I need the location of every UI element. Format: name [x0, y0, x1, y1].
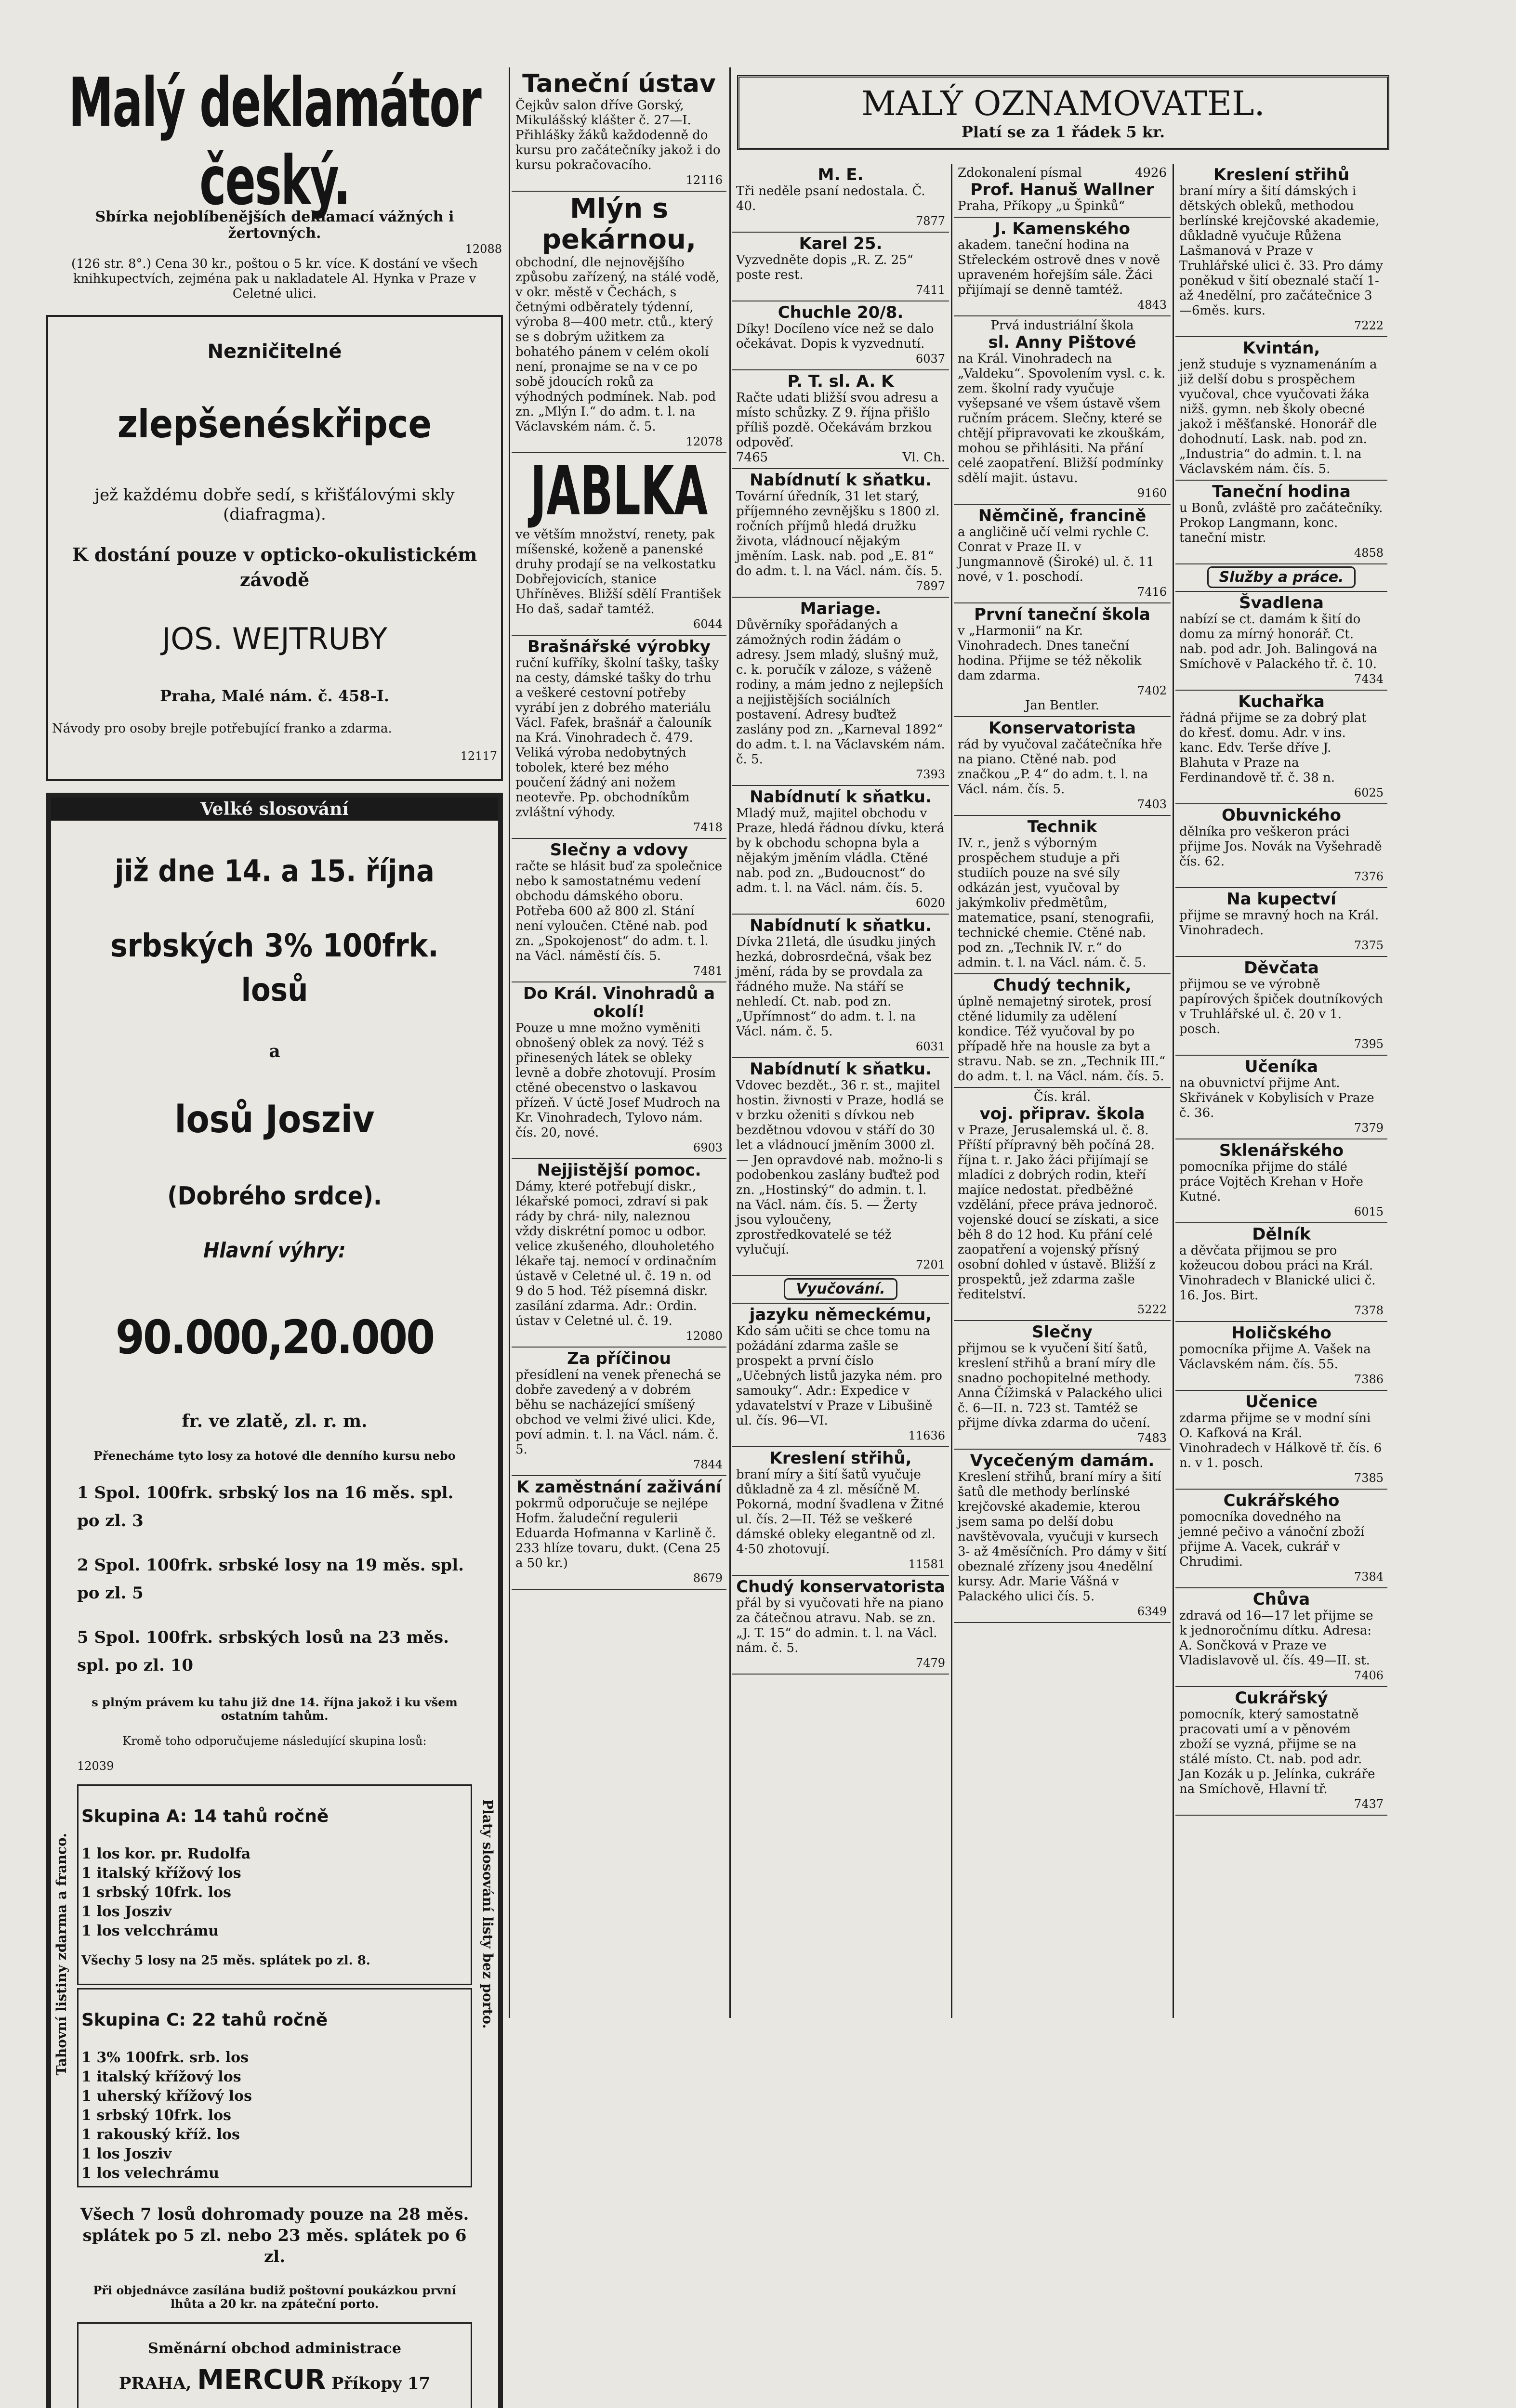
ucenika-num: 7379: [1354, 1121, 1384, 1135]
pt-head: P. T. sl. A. K: [787, 372, 894, 391]
chudy-technik-head: Chudý technik,: [993, 976, 1132, 995]
nemcine-text: a angličině učí velmi rychle C. Conrat v Praze II. v Jungmannově (Široké) ul. č. 11 nové, v 1. poschodí.: [958, 525, 1154, 584]
kamenskeho-text: akadem. taneční hodina na Střeleckém ostrově dnes v nově upraveném hořejším sále. Žáci přijímají se denně tamtéž.: [958, 238, 1160, 297]
snatek4-head: Nabídnutí k sňatku.: [750, 1060, 932, 1079]
tanecni-head: Taneční ústav: [522, 69, 716, 98]
tanecni5-num: 4858: [1354, 546, 1384, 560]
maly-oznamovatel-banner: [737, 75, 1389, 150]
ucenice-num: 7385: [1354, 1471, 1384, 1485]
voj-head: voj. připrav. škola: [979, 1104, 1145, 1124]
loteria-losu: losů Josziv: [174, 1098, 375, 1141]
snatek3-head: Nabídnutí k sňatku.: [750, 916, 932, 935]
slecny4-head: Slečny: [1032, 1322, 1093, 1342]
holic-head: Holičského: [1231, 1323, 1331, 1343]
skupina-c-item: 1 los Josziv: [81, 2146, 172, 2162]
skupina-a-item: 1 los kor. pr. Rudolfa: [81, 1845, 251, 1862]
loteria-row1: 1 Spol. 100frk. srbský los na 16 měs. spl. po zl. 3: [77, 1483, 454, 1531]
column-4: [954, 164, 1171, 2018]
skripce-l1: Nezničitelné: [207, 340, 342, 363]
column-3: [732, 164, 949, 2018]
vyceneny-text: Kreslení střihů, braní míry a šití šatů dle methody berlínské krejčovské akademie, kterou jsem sama po delší dobu navštěvovala, vyučuji v kursech 3- až 4měsíčních. Pro dámy v šití obeznalé zřízeny jsou 4nedělní kursy. Adr. Marie Vášná v Palackého ulici čís. 5.: [958, 1470, 1167, 1604]
wallner-head: Prof. Hanuš Wallner: [970, 180, 1154, 199]
pt-sign: Vl. Ch.: [902, 450, 945, 465]
technik-head: Technik: [1027, 817, 1097, 837]
tanecni5-head: Taneční hodina: [1212, 482, 1351, 501]
kupectvi-num: 7375: [1354, 939, 1384, 952]
chuchle-text: Díky! Docíleno více než se dalo očekávat. Dopis k vyzvednutí.: [736, 322, 934, 351]
harmonie-sign: Jan Bentler.: [1025, 698, 1100, 713]
skripce-l5: JOS. WEJTRUBY: [162, 621, 387, 656]
brasnarske-head: Brašnářské výrobky: [527, 637, 711, 656]
pricina-text: přesídlení na venek přenechá se dobře zavedený a v dobrém běhu se nacházející smíšený obchod ve velmi živé ulici. Kde, poví admin. t. l. na Václ. nám. č. 5.: [515, 1368, 721, 1457]
snatek2-head: Nabídnutí k sňatku.: [750, 787, 932, 807]
chuva-head: Chůva: [1252, 1590, 1310, 1609]
pricina-num: 7844: [693, 1458, 723, 1471]
chudy-konserv-num: 7479: [915, 1656, 945, 1670]
cukrar-num: 7384: [1354, 1570, 1384, 1584]
cis-kral: Čís. král.: [1033, 1090, 1091, 1104]
snatek4-num: 7201: [915, 1258, 945, 1271]
vinohrady-num: 6903: [693, 1141, 723, 1154]
zdokonaleni-num: 4926: [1134, 166, 1167, 180]
ucenika-text: na obuvnictví přijme Ant. Skřivánek v Kobylisích v Praze č. 36.: [1179, 1076, 1374, 1120]
column-5: [1175, 164, 1387, 2018]
devcata-text: přijmou se ve výrobně papírových špiček doutníkových v Truhlářské ul. č. 20 v 1. posch.: [1179, 977, 1384, 1036]
konserv-head: Konservatorista: [989, 719, 1136, 738]
chuchle-num: 6037: [915, 352, 945, 366]
obuvnicka-text: dělníka pro veškeron práci přijme Jos. Novák na Vyšehradě čís. 62.: [1179, 824, 1382, 869]
skupina-c-item: 1 3% 100frk. srb. los: [81, 2049, 249, 2066]
column-rule: [729, 67, 731, 2018]
deklamator-title: Malý deklamátor český.: [68, 63, 481, 221]
pistove-text: na Král. Vinohradech na „Valdeku“. Spovolením vysl. c. k. zem. školní rady vyučuje vyšepsané ve všem ústavě všem ručním prácem. Slečny, které se chtějí připravovati ke zkouškám, mohou se přihlásiti. Na přání celé zaopatření. Bližší podmínky sdělí majit. ústavu.: [958, 352, 1166, 485]
strihu-head: Kreslení střihů,: [769, 1449, 912, 1468]
pistove-num: 9160: [1137, 486, 1167, 500]
loteria-prenechavame: Přenecháme tyto losy za hotové dle denního kursu nebo: [93, 1449, 456, 1463]
ucenice-head: Učenice: [1245, 1392, 1318, 1412]
pt-text: Račte udati bližší svou adresu a místo schůzky. Z 9. října přišlo příliš pozdě. Očekávám brzkou odpověď.: [736, 391, 938, 450]
holic-text: pomocníka přijme A. Vašek na Václavském nám. čís. 55.: [1179, 1342, 1371, 1372]
kamenskeho-head: J. Kamenského: [994, 219, 1130, 238]
snatek2-num: 6020: [915, 896, 945, 910]
chuva-num: 7406: [1354, 1669, 1384, 1682]
zamestnani-num: 8679: [693, 1571, 723, 1585]
banner-sub: Platí se za 1 řádek 5 kr.: [961, 123, 1165, 141]
cukrarsky-num: 7437: [1354, 1797, 1384, 1811]
me-head: M. E.: [817, 165, 864, 184]
loteria-date: již dne 14. a 15. října: [115, 853, 435, 889]
konserv-num: 7403: [1137, 798, 1167, 811]
karel-num: 7411: [915, 283, 945, 297]
obuvnicka-num: 7376: [1354, 870, 1384, 883]
jablka-head: JABLKA: [530, 451, 708, 531]
cukrarsky-text: pomocník, který samostatně pracovati umí a v pěnovém zboží se vyzná, přijme se na stálé místo. Ct. nab. pod adr. Jan Kozák u p. Jelínka, cukráře na Smíchově, Hlavní tř.: [1179, 1707, 1375, 1796]
kupectvi-text: přijme se mravný hoch na Král. Vinohradech.: [1179, 908, 1379, 938]
holic-num: 7386: [1354, 1373, 1384, 1386]
loteria-srbskych: srbských 3% 100frk. losů: [110, 927, 439, 1008]
loteria-praha: PRAHA,: [119, 2374, 192, 2393]
skripce-l6: Praha, Malé nám. č. 458-I.: [160, 687, 389, 705]
harmonie-head: První taneční škola: [974, 605, 1150, 624]
loteria-hlavni: Hlavní výhry:: [203, 1238, 346, 1263]
newspaper-page: [43, 63, 1402, 2395]
skupina-a-list: [81, 1845, 468, 1941]
tanecni-num: 12116: [685, 173, 723, 187]
snatek1-text: Tovární úředník, 31 let starý, příjemného zevnějšku s 1800 zl. ročních příjmů hledá družku života, vládnoucí nějakým jměním. Lask. nab. pod „E. 81“ do adm. t. l. na Václ. nám. čís. 5.: [736, 489, 943, 578]
vinohrady-text: Pouze u mne možno vyměniti obnošený oblek za nový. Též s přinesených látek se obleky levně a dobře zhotovují. Prosím ctěné obecenstvo o laskavou přízeň. V úctě Josef Mudroch na Kr. Vinohradech, Tylovo nám. čís. 20, nové.: [515, 1021, 720, 1140]
jazyk-text: Kdo sám učiti se chce tomu na požádání zdarma zašle se prospekt a první číslo „Učebných listů jazyka ném. pro samouky“. Adr.: Expedice v ydavatelství v Praze v Libušině ul. čís. 96—VI.: [736, 1324, 942, 1428]
deklamator-num: 12088: [465, 242, 502, 256]
kupectvi-head: Na kupectví: [1226, 890, 1336, 909]
prvni-skola: Prvá industriální škola: [990, 318, 1134, 333]
delnik-num: 7378: [1354, 1304, 1384, 1317]
loteria-ad: [46, 793, 503, 2408]
skripce-l3: jež každému dobře sedí, s křišťálovými skly (diafragma).: [94, 485, 455, 524]
mlyn-num: 12078: [685, 435, 723, 448]
loteria-row2: 2 Spol. 100frk. srbské losy na 19 měs. spl. po zl. 5: [77, 1556, 464, 1603]
loteria-pri: Při objednávce zasílána budiž poštovní poukázkou první lhůta a 20 kr. na zpáteční porto.: [93, 2283, 456, 2311]
zamestnani-text: pokrmů odporučuje se nejlépe Hofm. žaludeční regulerii Eduarda Hofmanna v Karlině č. 233 hlíze tovaru, dukt. (Cena 25 a 50 kr.): [515, 1496, 721, 1570]
technik-text: IV. r., jenž s výborným prospěchem studuje a při studiích pouze na své síly odkázán jest, vyučoval by jakýmkoliv předmětům, matematice, psaní, stenografii, technické chemie. Ctěné nab. pod zn. „Technik IV. r.“ do admin. t. l. na Václ. nám. č. 5.: [958, 836, 1155, 970]
mlyn-text: obchodní, dle nejnovějšího způsobu zařízený, na stálé vodě, v okr. městě v Čechách, s četnými odběrately týdenní, výroba 8—400 metr. ctů., který se s dobrým užitkem za bohatého pánem v celém okolí není, pronajme se na v ce po sobě jdoucích roků za výhodných podmínek. Nab. pod zn. „Mlýn I.“ do adm. t. l. na Václavském nám. č. 5.: [515, 255, 720, 434]
nemcine-num: 7416: [1137, 585, 1167, 599]
vyceneny-head: Vycečeným damám.: [970, 1451, 1155, 1470]
me-num: 7877: [915, 214, 945, 228]
slecny-num: 7481: [693, 964, 723, 978]
loteria-plnym: s plným právem ku tahu již dne 14. října jakož i ku všem ostatním tahům.: [92, 1695, 458, 1723]
voj-text: v Praze, Jerusalemská ul. č. 8. Příští přípravný běh počíná 28. října t. r. Jako žáci přijímají se mladíci z dobrých rodin, kteří majíce nedostat. předběžné vzdělání, přece práva jednoroč. vojenské doucí se získati, a sice běh 8 do 12 hod. Ku přání celé zaopatření a vojenský přísný osobní dohled v ústavě. Bližší z prospektů, jež zdarma zašle ředitelství.: [958, 1123, 1159, 1302]
devcata-num: 7395: [1354, 1037, 1384, 1051]
konserv-text: rád by vyučoval začátečníka hře na piano. Ctěné nab. pod značkou „P. 4“ do adm. t. l. na Václ. nám. čís. 5.: [958, 737, 1162, 797]
strihu-num: 11581: [908, 1557, 945, 1571]
sklenar-num: 6015: [1354, 1205, 1384, 1218]
pomoc-num: 12080: [685, 1329, 723, 1343]
loteria-dobreho: (Dobrého srdce).: [167, 1182, 382, 1211]
delnik-head: Dělník: [1252, 1225, 1311, 1244]
kresleni5-text: braní míry a šití dámských i dětských obleků, methodou berlínské krejčovské akademie, důkladně vyučuje Růžena Lašmanová v Praze v Truhlářské ulici č. 33. Pro dámy poněkud v šití obeznalé stačí 1- až 4nedělní, pro začátečnice 3—6měs. kurs.: [1179, 184, 1383, 318]
ucenice-text: zdarma přijme se v modní síni O. Kafková na Král. Vinohradech v Hálkově tř. čís. 6 n. v 1. posch.: [1179, 1411, 1382, 1470]
pricina-head: Za příčinou: [567, 1349, 671, 1368]
chudy-technik-text: úplně nemajetný sirotek, prosí ctěné lidumily za udělení kondice. Též vyučoval by po případě hře na housle za byt a stravu. Nab. se zn. „Technik III.“ do adm. t. l. na Václ. nám. čís. 5.: [958, 995, 1166, 1084]
loteria-vsech7: Všech 7 losů dohromady pouze na 28 měs. splátek po 5 zl. nebo 23 měs. splátek po 6 zl.: [80, 2205, 469, 2266]
slecny-head: Slečny a vdovy: [550, 840, 688, 860]
loteria-a: a: [269, 1041, 280, 1061]
tanecni-text: Čejkův salon dříve Gorský, Mikulášský klášter č. 27—I. Přihlášky žáků každodenně do kursu pro začátečníky jakož i do kursu pokračovacího.: [515, 98, 721, 172]
slecny4-text: přijmou se k vyučení šití šatů, kreslení střihů a braní míry dle snadno pochopitelné methody. Anna Čížimská v Palackého ulici č. 6—II. n. 723 st. Tamtéž se přijme dívka zdarma do učení.: [958, 1341, 1162, 1430]
skupina-c-head: Skupina C: 22 tahů ročně: [81, 2010, 328, 2030]
wallner-text: Praha, Příkopy „u Špinků“: [958, 199, 1125, 213]
kvintan-head: Kvintán,: [1242, 339, 1320, 358]
me-text: Tři neděle psaní nedostala. Č. 40.: [736, 184, 925, 213]
sklenar-text: pomocníka přijme do stálé práce Vojtěch Krehan v Hoře Kutné.: [1179, 1160, 1363, 1204]
tanecni5-text: u Bonů, zvláště pro začátečníky. Prokop Langmann, konc. taneční mistr.: [1179, 501, 1383, 545]
slecny4-num: 7483: [1137, 1431, 1167, 1445]
jablka-text: ve větším množství, renety, pak míšenské, koženě a panenské druhy prodají se na velkostatku Dobřejovicích, stanice Uhříněves. Bližší sdělí František Ho daš, sadař tamtéž.: [515, 527, 722, 616]
loteria-mercur: MERCUR: [197, 2364, 326, 2395]
snatek4-text: Vdovec bezdět., 36 r. st., majitel hostin. živnosti v Praze, hodlá se v brzku oženiti s dívkou neb bezdětnou vdovou v stáří do 30 let a vládnoucí jměním 3000 zl. — Jen opravdové nab. možno-li s podobenkou zaslány buďtež pod zn. „Hostinský“ do admin. t. l. na Václ. nám. čís. 5. — Žerty jsou vyloučeny, zprostředkovatelé se též vylučují.: [736, 1078, 944, 1257]
mariage-num: 7393: [915, 768, 945, 781]
delnik-text: a děvčata přijmou se pro kožeucou dobou práci na Král. Vinohradech v Blanické ulici č. 16. Jos. Birt.: [1179, 1243, 1376, 1303]
chudy-konserv-head: Chudý konservatorista: [736, 1577, 945, 1597]
deklamator-info: (126 str. 8°.) Cena 30 kr., poštou o 5 kr. více. K dostání ve všech knihkupectvích, zejména pak u nakladatele Al. Hynka v Praze v Celetné ulici.: [71, 257, 478, 301]
loteria-krome: Kromě toho odporučujeme následující skupina losů:: [122, 1734, 427, 1748]
skupina-c-item: 1 los velechrámu: [81, 2165, 219, 2182]
snatek3-text: Dívka 21letá, dle úsudku jiných hezká, dobrosrdečná, však bez jmění, ráda by se provdala za řádného muže. Na stáří se nehledí. Ct. nab. pod zn. „Upřímnost“ do adm. t. l. na Václ. nám. č. 5.: [736, 935, 936, 1039]
chudy-konserv-text: přál by si vyučovati hře na piano za čátečnou atravu. Nab. se zn. „J. T. 15“ do admin. t. l. na Václ. nám. č. 5.: [736, 1596, 944, 1655]
skupina-c-item: 1 italský křížový los: [81, 2068, 241, 2085]
voj-num: 5222: [1137, 1303, 1167, 1316]
kucharka-head: Kuchařka: [1238, 692, 1325, 711]
pomoc-head: Nejjistější pomoc.: [537, 1161, 701, 1180]
loteria-krome-num: 12039: [77, 1759, 114, 1773]
svadlena-text: nabízí se ct. damám k šití do domu za mírný honorář. Ct. nab. pod adr. Joh. Balingová na Smíchově v Palackého tř. č. 10.: [1179, 612, 1378, 671]
cukrar-head: Cukrářského: [1223, 1491, 1340, 1510]
loteria-row3: 5 Spol. 100frk. srbských losů na 23 měs. spl. po zl. 10: [77, 1628, 449, 1675]
chuva-text: zdravá od 16—17 let přijme se k jednoročnímu dítku. Adresa: A. Sončková v Praze ve Vladislavově ul. čís. 49—II. st.: [1179, 1609, 1373, 1668]
loteria-side-right: Platy slosování listy bez porto.: [480, 1799, 496, 2029]
loteria-prikopy: Příkopy 17: [331, 2374, 431, 2393]
slecny-text: račte se hlásit buď za společnice nebo k samostatnému vedení obchodu dámského oboru. Potřeba 600 až 800 zl. Stání není vyloučen. Ctěné nab. pod zn. „Spokojenost“ do adm. t. l. na Václ. náměstí čís. 5.: [515, 859, 723, 963]
column-2: [512, 67, 726, 2018]
cukrar-text: pomocníka dovedného na jemné pečivo a vánoční zboží přijme A. Vacek, cukrář v Chrudimi.: [1179, 1510, 1365, 1569]
loteria-head: Velké slosování: [51, 798, 498, 821]
mariage-head: Mariage.: [800, 599, 882, 618]
skupina-a-item: 1 los velcchrámu: [81, 1923, 219, 1939]
strihu-text: braní míry a šití šatů vyučuje důkladně za 4 zl. měsíčně M. Pokorná, modní švadlena v Žitné ul. čís. 2—II. Též se veškeré dámské obleky elegantně od zl. 4·50 zhotovují.: [736, 1467, 944, 1557]
column-1: [43, 63, 506, 2395]
skripce-l7: Návody pro osoby brejle potřebující franko a zdarma.: [52, 721, 392, 736]
skupina-a-head: Skupina A: 14 tahů ročně: [81, 1806, 329, 1826]
skupina-a-item: 1 italský křížový los: [81, 1865, 241, 1882]
mariage-text: Důvěrníky spořádaných a zámožných rodin žádám o adresy. Jsem mladý, slušný muž, c. k. poručík v záloze, s váženě rodiny, a mám jedno z nejlepších a nejjistějších sociálních postavení. Adresy buďtež zaslány pod zn. „Karneval 1892“ do adm. t. l. na Václavském nám. č. 5.: [736, 618, 945, 767]
skripce-l2: zlepšenéskřipce: [117, 402, 432, 446]
harmonie-text: v „Harmonii“ na Kr. Vinohradech. Dnes taneční hodina. Přijme se též několik dam zdarma.: [958, 624, 1142, 683]
snatek2-text: Mladý muž, majitel obchodu v Praze, hledá řádnou dívku, která by k obchodu schopna byla a nějakým jměním vládla. Ctěné nab. pod zn. „Budoucnost“ do adm. t. l. na Václ. nám. čís. 5.: [736, 806, 945, 895]
kucharka-text: řádná přijme se za dobrý plat do křesť. domu. Adr. v ins. kanc. Edv. Terše dříve J. Blahuta v Praze na Ferdinandově tř. č. 38 n.: [1179, 711, 1367, 785]
skupina-c-item: 1 srbský 10frk. los: [81, 2107, 231, 2124]
zamestnani-head: K zaměstnání zaživání: [516, 1478, 722, 1497]
loteria-fr: fr. ve zlatě, zl. r. m.: [182, 1411, 368, 1431]
brasnarske-text: ruční kufříky, školní tašky, tašky na cesty, dámské tašky do trhu a veškeré cestovní potřeby vyrábí jen z dobrého materiálu Václ. Fafek, brašnář a čalouník na Krá. Vinohradech č. 479. Veliká výroba nedobytných tobolek, které bez mého poučení žádný ani nožem neotevře. Pp. obchodníkům zvláštní výhody.: [515, 656, 719, 820]
column-rule: [509, 67, 510, 2018]
nemcine-head: Němčině, francině: [978, 506, 1147, 525]
skupina-a-item: 1 srbský 10frk. los: [81, 1884, 231, 1901]
ucenika-head: Učeníka: [1244, 1057, 1318, 1076]
snatek1-num: 7897: [915, 579, 945, 593]
karel-text: Vyzvedněte dopis „R. Z. 25“ poste rest.: [736, 253, 914, 282]
skripce-num: 12117: [460, 749, 497, 763]
kamenskeho-num: 4843: [1137, 298, 1167, 312]
skupina-c-item: 1 uherský křížový los: [81, 2088, 252, 2105]
skupina-a-item: 1 los Josziv: [81, 1903, 172, 1920]
jablka-num: 6044: [693, 617, 723, 631]
devcata-head: Děvčata: [1244, 958, 1319, 978]
skripce-l4: K dostání pouze v opticko-okulistickém závodě: [72, 544, 477, 590]
snatek1-head: Nabídnutí k sňatku.: [750, 471, 932, 490]
vyceneny-num: 6349: [1137, 1605, 1167, 1618]
pomoc-text: Dámy, které potřebují diskr., lékařské pomoci, zdraví si pak rády by chrá- nily, naleznou vždy diskrétní pomoc u odbor. velice zkušeného, dlouholetého lékaře taj. nemocí v ordinačním ústavě v Celetné ul. č. 19 n. od 9 do 5 hod. Též písemná diskr. zasílání zdarma. Adr.: Ordin. ústav v Celetné ul. č. 19.: [515, 1179, 717, 1328]
snatek3-num: 6031: [915, 1040, 945, 1053]
kvintan-text: jenž studuje s vyznamenáním a již delší dobu s prospěchem vyučoval, chce vyučovati žáka nižš. gymn. neb školy obecné jakož i měšťanské. Honorář dle dohodnutí. Lask. nab. pod zn. „Industria“ do admin. t. l. na Václavském nám. čís. 5.: [1179, 357, 1377, 476]
loteria-smenarni: Směnární obchod administrace: [148, 2340, 401, 2357]
loteria-sum: 90.000,20.000: [115, 1310, 434, 1364]
harmonie-num: 7402: [1137, 684, 1167, 697]
obuvnicka-head: Obuvnického: [1222, 806, 1341, 825]
column-rule: [951, 164, 952, 2018]
skupina-a-vsechny: Všechy 5 losy na 25 měs. splátek po zl. 8.: [81, 1953, 370, 1968]
karel-head: Karel 25.: [799, 234, 883, 253]
kresleni5-num: 7222: [1354, 319, 1384, 332]
deklamator-sbirka: Sbírka nejoblíbenějších deklamací vážných i žertovných.: [95, 209, 454, 242]
pt-num: 7465: [736, 450, 768, 465]
banner-title: MALÝ OZNAMOVATEL.: [861, 84, 1265, 123]
svadlena-head: Švadlena: [1239, 593, 1324, 613]
svadlena-num: 7434: [1354, 672, 1384, 686]
sluzby-tag: Služby a práce.: [1207, 566, 1356, 588]
cukrarsky-head: Cukrářský: [1235, 1688, 1328, 1708]
vinohrady-head: Do Král. Vinohradů a okolí!: [523, 984, 715, 1021]
sklenar-head: Sklenářského: [1219, 1141, 1344, 1160]
chuchle-head: Chuchle 20/8.: [778, 303, 904, 322]
skripce-ad: [46, 315, 503, 781]
column-rule: [1173, 164, 1174, 2018]
skupina-c-list: [81, 2048, 468, 2183]
skupina-c-item: 1 rakouský kříž. los: [81, 2126, 240, 2143]
jazyk-num: 11636: [908, 1429, 945, 1442]
vyucovani-tag: Vyučování.: [784, 1278, 897, 1300]
zdokonaleni: Zdokonalení písmal: [958, 166, 1082, 180]
pistove-head: sl. Anny Pištové: [988, 333, 1136, 352]
kucharka-num: 6025: [1354, 786, 1384, 799]
kresleni5-head: Kreslení střihů: [1213, 165, 1350, 184]
loteria-side-left: Tahovní listiny zdarma a franco.: [53, 1833, 69, 2076]
brasnarske-num: 7418: [693, 821, 723, 834]
mlyn-head: Mlýn s pekárnou,: [541, 193, 697, 255]
jazyk-head: jazyku německému,: [749, 1305, 932, 1324]
